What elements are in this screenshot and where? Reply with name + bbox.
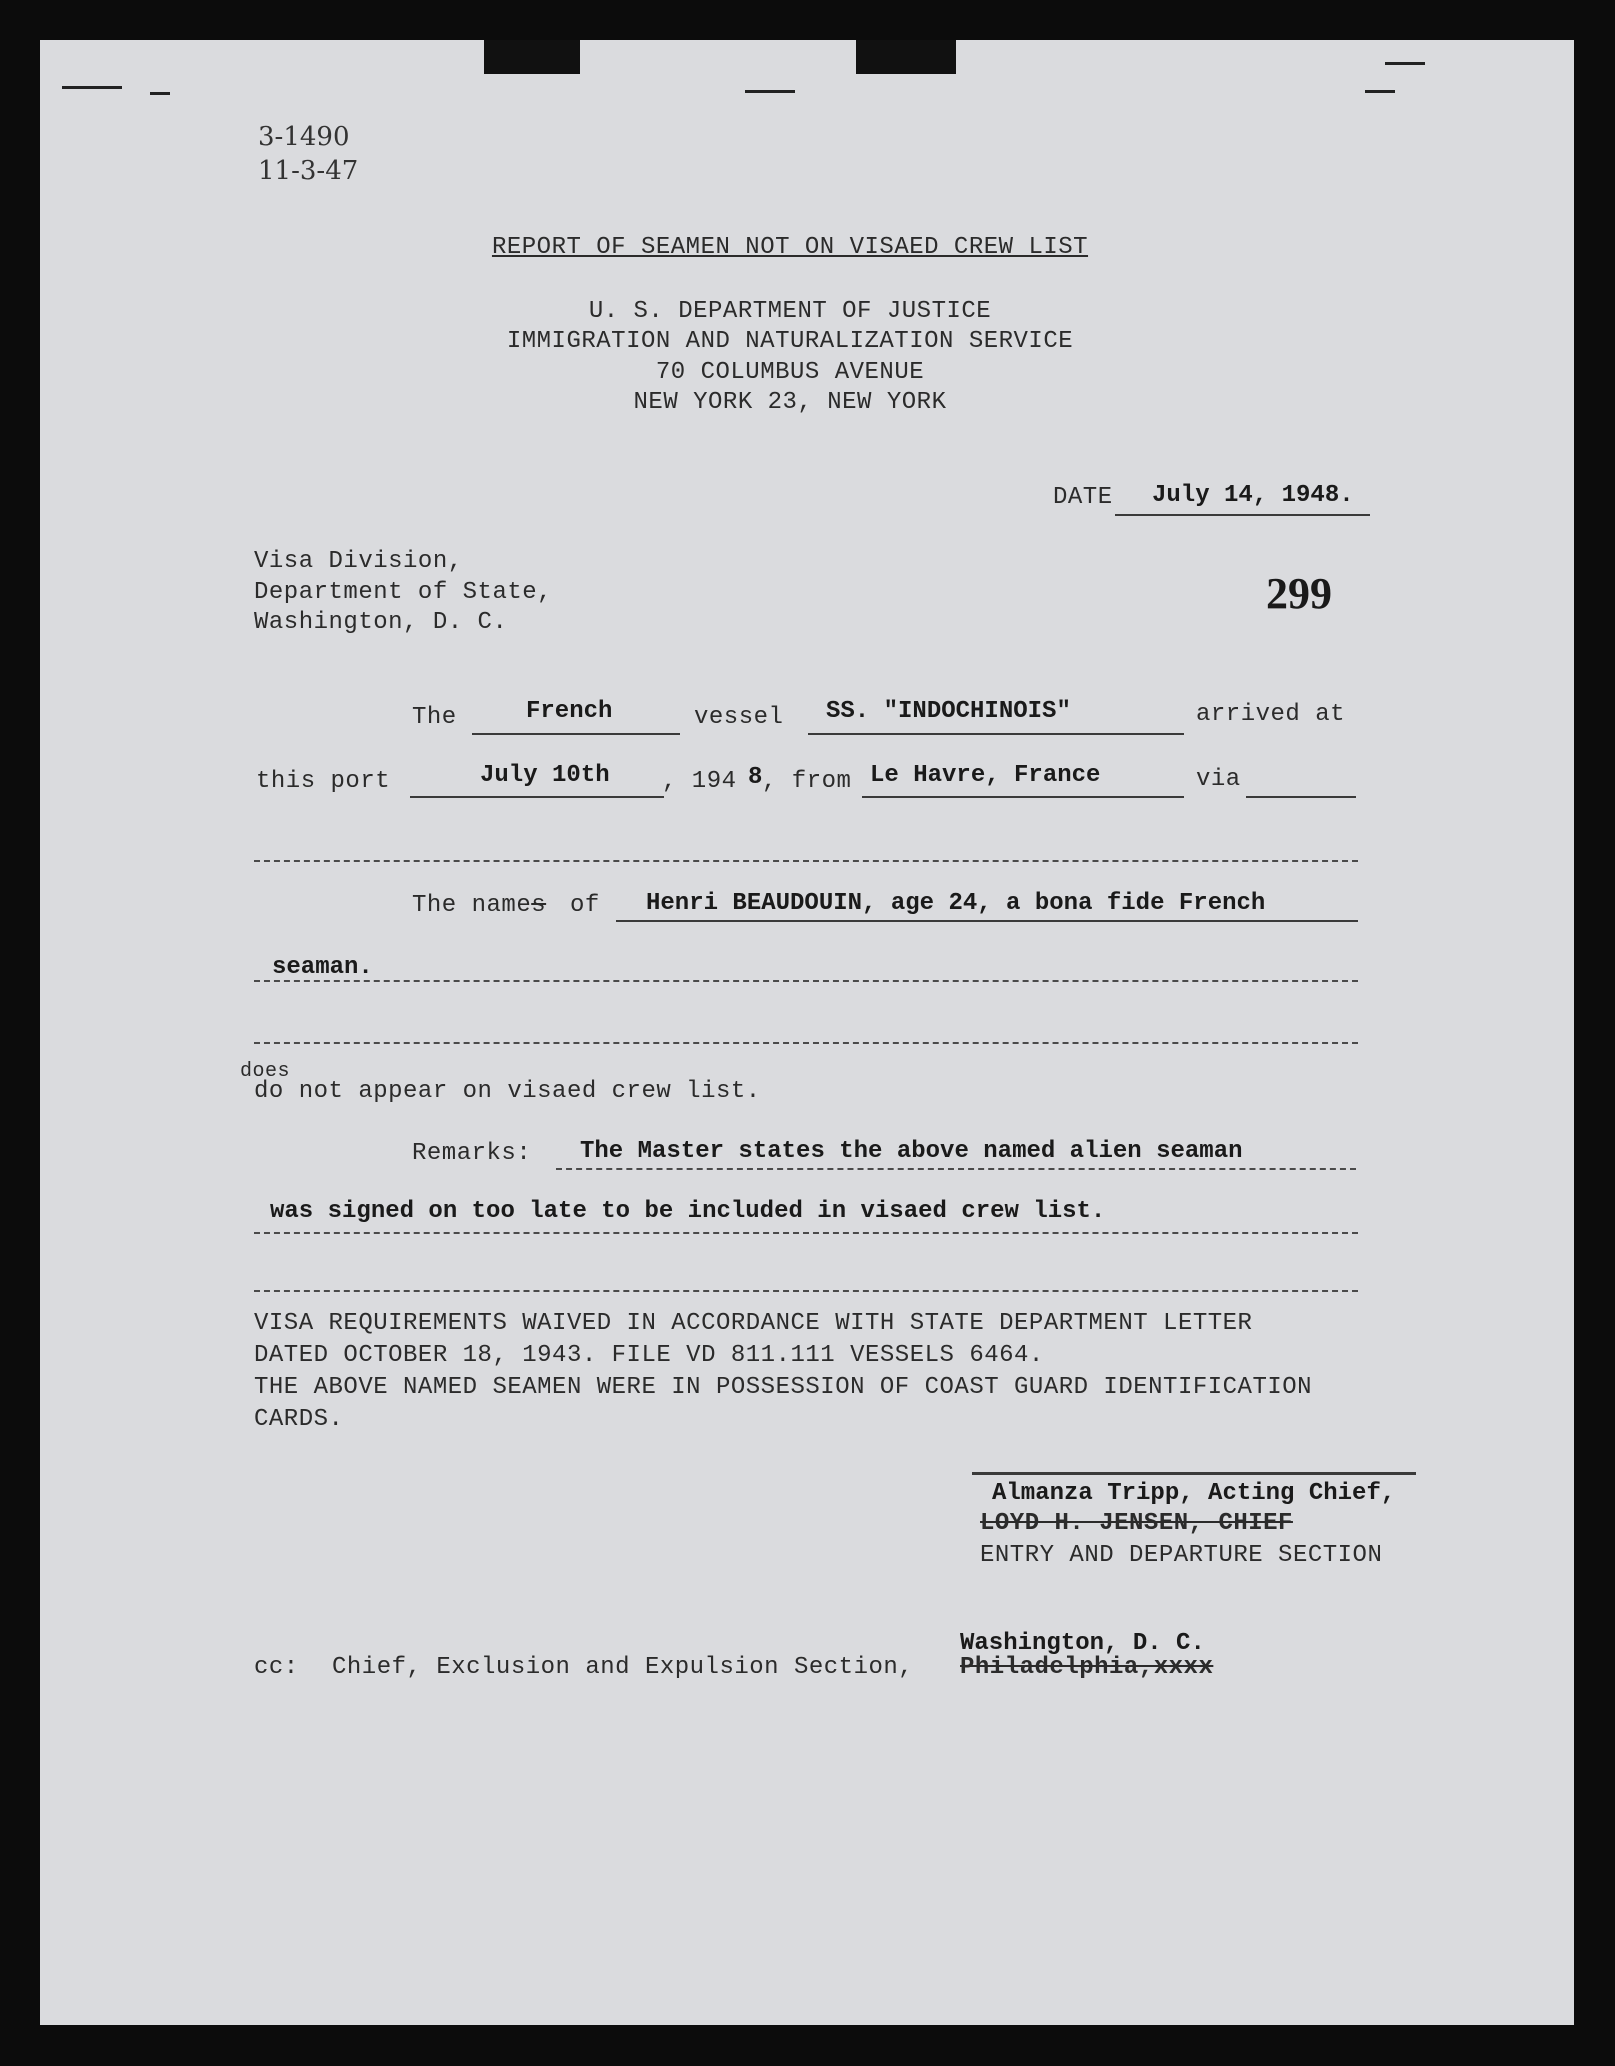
origin-rule: [862, 796, 1184, 798]
addressee-line-3: Washington, D. C.: [254, 609, 508, 636]
agency-line-1: U. S. DEPARTMENT OF JUSTICE: [588, 298, 992, 325]
cc-label: cc:: [254, 1654, 299, 1681]
from-label: , from: [762, 768, 852, 795]
corner-code-2: 11-3-47: [258, 156, 359, 186]
does-insert: does: [240, 1060, 291, 1083]
cc-text: Chief, Exclusion and Expulsion Section,: [332, 1654, 914, 1681]
blank-line: [254, 1042, 1358, 1044]
blank-line: [254, 860, 1358, 862]
remarks-label: Remarks:: [412, 1140, 532, 1167]
cc-city-typed: Washington, D. C.: [960, 1630, 1205, 1657]
vessel-name-rule: [808, 733, 1184, 735]
tape-mark-right: [856, 40, 956, 74]
form-number: 299: [1266, 569, 1332, 618]
not-appear-text: do not appear on visaed crew list.: [254, 1078, 761, 1105]
arrived-label: arrived at: [1196, 701, 1346, 728]
document-title: REPORT OF SEAMEN NOT ON VISAED CREW LIST: [491, 234, 1089, 261]
arrival-date-rule: [410, 796, 664, 798]
vessel-nationality: French: [526, 698, 613, 725]
waiver-line-1: VISA REQUIREMENTS WAIVED IN ACCORDANCE WITH STATE DEPARTMENT LETTER: [254, 1310, 1253, 1337]
of-label: of: [570, 892, 600, 919]
signature-section: ENTRY AND DEPARTURE SECTION: [980, 1542, 1383, 1569]
edge-speck: [62, 86, 122, 89]
agency-line-3: 70 COLUMBUS AVENUE: [655, 359, 925, 386]
names-rule: [616, 920, 1358, 922]
origin-port: Le Havre, France: [870, 762, 1101, 789]
remarks-rule-1: [556, 1168, 1356, 1170]
seaman-continuation: seaman.: [272, 954, 373, 981]
corner-code-1: 3-1490: [258, 122, 350, 152]
this-port-label: this port: [256, 768, 391, 795]
agency-line-2: IMMIGRATION AND NATURALIZATION SERVICE: [506, 328, 1074, 355]
year-prefix: , 194: [662, 768, 737, 795]
year-digit: 8: [748, 764, 763, 791]
names-label: The names: [412, 892, 547, 919]
tape-mark-left: [484, 40, 580, 74]
seaman-details: Henri BEAUDOUIN, age 24, a bona fide French: [646, 890, 1266, 917]
nationality-rule: [472, 733, 680, 735]
remarks-line-1: The Master states the above named alien seaman: [580, 1138, 1243, 1165]
cc-city-struck: Philadelphia,xxxx: [960, 1654, 1214, 1681]
edge-speck: [745, 90, 795, 93]
remarks-rule-2: [254, 1232, 1358, 1234]
names-continuation-rule: [254, 980, 1358, 982]
arrival-date: July 10th: [480, 762, 610, 789]
vessel-label: vessel: [694, 704, 784, 731]
signature-typed-name: Almanza Tripp, Acting Chief,: [992, 1480, 1396, 1507]
signature-struck-name: LOYD H. JENSEN, CHIEF: [980, 1510, 1293, 1537]
edge-speck: [1365, 90, 1395, 93]
addressee-line-1: Visa Division,: [254, 548, 463, 575]
via-label: via: [1196, 766, 1241, 793]
the-label: The: [412, 704, 457, 731]
agency-line-4: NEW YORK 23, NEW YORK: [633, 389, 947, 416]
addressee-line-2: Department of State,: [254, 579, 553, 606]
date-rule: [1115, 514, 1370, 516]
date-label: DATE: [1053, 484, 1113, 511]
waiver-line-3: THE ABOVE NAMED SEAMEN WERE IN POSSESSION OF COAST GUARD IDENTIFICATION: [254, 1374, 1313, 1401]
waiver-line-2: DATED OCTOBER 18, 1943. FILE VD 811.111 VESSELS 6464.: [254, 1342, 1044, 1369]
edge-speck: [1385, 62, 1425, 65]
waiver-line-4: CARDS.: [254, 1406, 344, 1433]
blank-line: [254, 1290, 1358, 1292]
signature-rule: [972, 1472, 1416, 1475]
edge-speck: [150, 92, 170, 95]
date-value: July 14, 1948.: [1152, 482, 1354, 509]
via-rule: [1246, 796, 1356, 798]
remarks-line-2: was signed on too late to be included in visaed crew list.: [270, 1198, 1106, 1225]
vessel-name: SS. "INDOCHINOIS": [826, 698, 1071, 725]
